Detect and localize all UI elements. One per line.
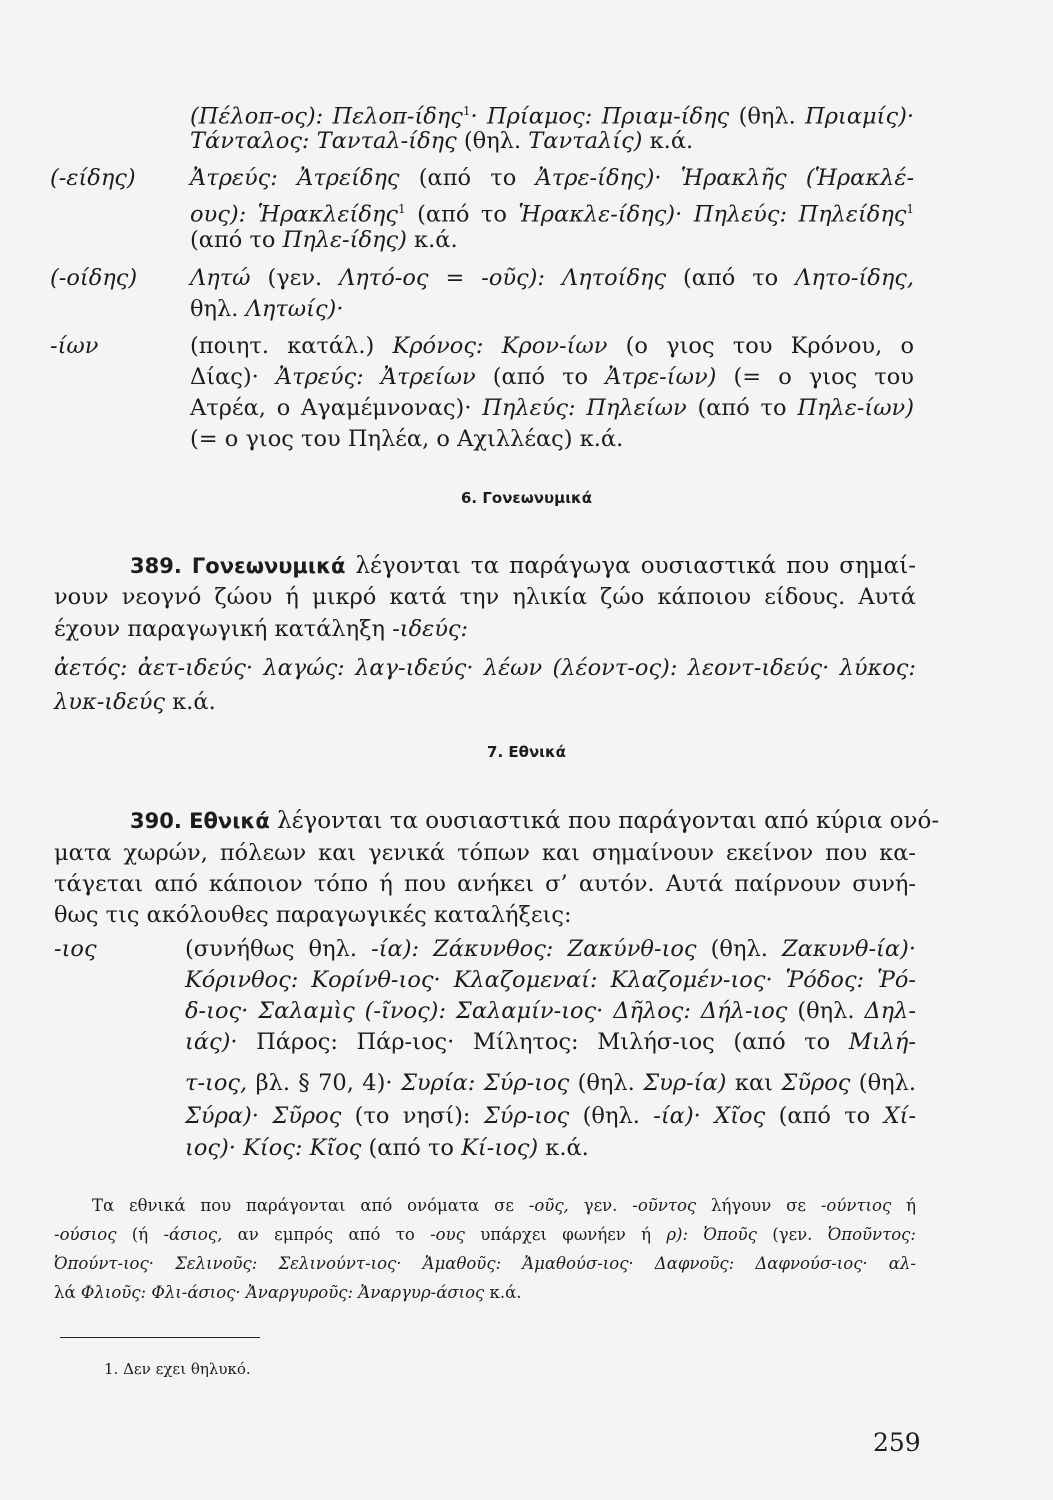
suffix-label-ion: -ίων	[50, 333, 99, 359]
text-line: (Πέλοπ-ος): Πελοπ-ίδης$^1$· Πρίαμος: Πριαμ-ίδης (θηλ. Πριαμίς)·	[190, 103, 914, 130]
paragraph-390-line: τάγεται από κάποιον τόπο ή που ανήκει σ’ αυτόν. Αυτά παίρνουν συνή-	[54, 871, 916, 897]
text-line: Δίας)· Ἀτρεύς: Ἀτρείων (από το Ἀτρε-ίων) (= ο γιος του	[190, 364, 914, 390]
text-line: (από το Πηλε-ίδης) κ.ά.	[190, 227, 458, 253]
text-line: θηλ. Λητωίς)·	[190, 296, 344, 322]
note-line: Ὀπούντ-ιος· Σελινοῦς: Σελινούντ-ιος· Ἀμαθοῦς: Ἀμαθούσ-ιος· Δαφνοῦς: Δαφνούσ-ιος· αλ-	[54, 1254, 916, 1273]
note-line: Τα εθνικά που παράγονται από ονόματα σε -οῦς, γεν. -οῦντος λήγουν σε -ούντιος ή	[92, 1196, 916, 1215]
note-line: -ούσιος (ή -άσιος, αν εμπρός από το -ους υπάρχει φωνήεν ή ρ): Ὀποῦς (γεν. Ὀποῦντος:	[54, 1225, 916, 1244]
paragraph-389-line: ἀετός: ἀετ-ιδεύς· λαγώς: λαγ-ιδεύς· λέων (λέοντ-ος): λεοντ-ιδεύς· λύκος:	[54, 655, 916, 681]
text-line: ιος)· Κίος: Κῖος (από το Κί-ιος) κ.ά.	[185, 1135, 589, 1161]
text-line: (συνήθως θηλ. -ία): Ζάκυνθος: Ζακύνθ-ιος (θηλ. Ζακυνθ-ία)·	[185, 936, 916, 962]
paragraph-390-line: 390. Εθνικά λέγονται τα ουσιαστικά που παράγονται από κύρια ονό-	[130, 808, 940, 834]
text-line: Κόρινθος: Κορίνθ-ιος· Κλαζομεναί: Κλαζομέν-ιος· Ῥόδος: Ῥό-	[185, 967, 916, 993]
section-heading-6: 6. Γονεωνυμικά	[460, 489, 592, 507]
footnote: 1. Δεν εχει θηλυκό.	[104, 1360, 251, 1378]
suffix-label-eides: (-είδης)	[50, 165, 136, 191]
paragraph-389-line: νουν νεογνό ζώου ή μικρό κατά την ηλικία ζώο κάποιου είδους. Αυτά	[54, 584, 916, 610]
text-line: ους): Ἡρακλείδης$^1$ (από το Ἡρακλε-ίδης)· Πηλεύς: Πηλείδης$^1$	[190, 201, 915, 228]
suffix-label-oides: (-οίδης)	[50, 265, 138, 291]
suffix-label-ios: -ιος	[54, 936, 97, 962]
text-line: Ατρέα, ο Αγαμέμνονας)· Πηλεύς: Πηλείων (από το Πηλε-ίων)	[190, 395, 915, 421]
section-heading-7: 7. Εθνικά	[487, 743, 566, 761]
text-line: δ-ιος· Σαλαμὶς (-ῖνος): Σαλαμίν-ιος· Δῆλος: Δήλ-ιος (θηλ. Δηλ-	[185, 998, 917, 1024]
paragraph-390-line: θως τις ακόλουθες παραγωγικές καταλήξεις:	[54, 902, 572, 928]
text-line: Τάνταλος: Ταντaλ-ίδης (θηλ. Ταντaλίς) κ.ά.	[190, 128, 694, 154]
paragraph-389-line: έχουν παραγωγική κατάληξη -ιδεύς:	[54, 616, 469, 642]
note-line: λά Φλιοῦς: Φλι-άσιος· Ἀναργυροῦς: Ἀναργυρ-άσιος κ.ά.	[54, 1283, 522, 1302]
text-line: Σύρα)· Σῦρος (το νησί): Σύρ-ιος (θηλ. -ία)· Χῖος (από το Χί-	[185, 1103, 917, 1129]
paragraph-390-line: ματα χωρών, πόλεων και γενικά τόπων και σημαίνουν εκείνον που κα-	[54, 840, 916, 866]
text-line: τ-ιος, βλ. § 70, 4)· Συρία: Σύρ-ιος (θηλ. Συρ-ία) και Σῦρος (θηλ.	[185, 1070, 917, 1096]
paragraph-389-line: 389. Γονεωνυμικά λέγονται τα παράγωγα ουσιαστικά που σημαί-	[130, 553, 916, 579]
paragraph-389-line: λυκ-ιδεύς κ.ά.	[54, 689, 216, 715]
text-line: (= ο γιος του Πηλέα, ο Αχιλλέας) κ.ά.	[190, 426, 624, 452]
text-line: ιάς)· Πάρος: Πάρ-ιος· Μίλητος: Μιλήσ-ιος (από το Μιλή-	[185, 1029, 917, 1055]
text-line: (ποιητ. κατάλ.) Κρόνος: Κρον-ίων (ο γιος του Κρόνου, ο	[190, 333, 915, 359]
text-line: Λητώ (γεν. Λητό-ος = -οῦς): Λητοίδης (από το Λητο-ίδης,	[190, 265, 915, 291]
footnote-rule	[60, 1337, 260, 1338]
page-number: 259	[873, 1428, 921, 1457]
text-line: Ἀτρεύς: Ἀτρείδης (από το Ἀτρε-ίδης)· Ἡρακλῆς (Ἡρακλέ-	[190, 165, 915, 191]
